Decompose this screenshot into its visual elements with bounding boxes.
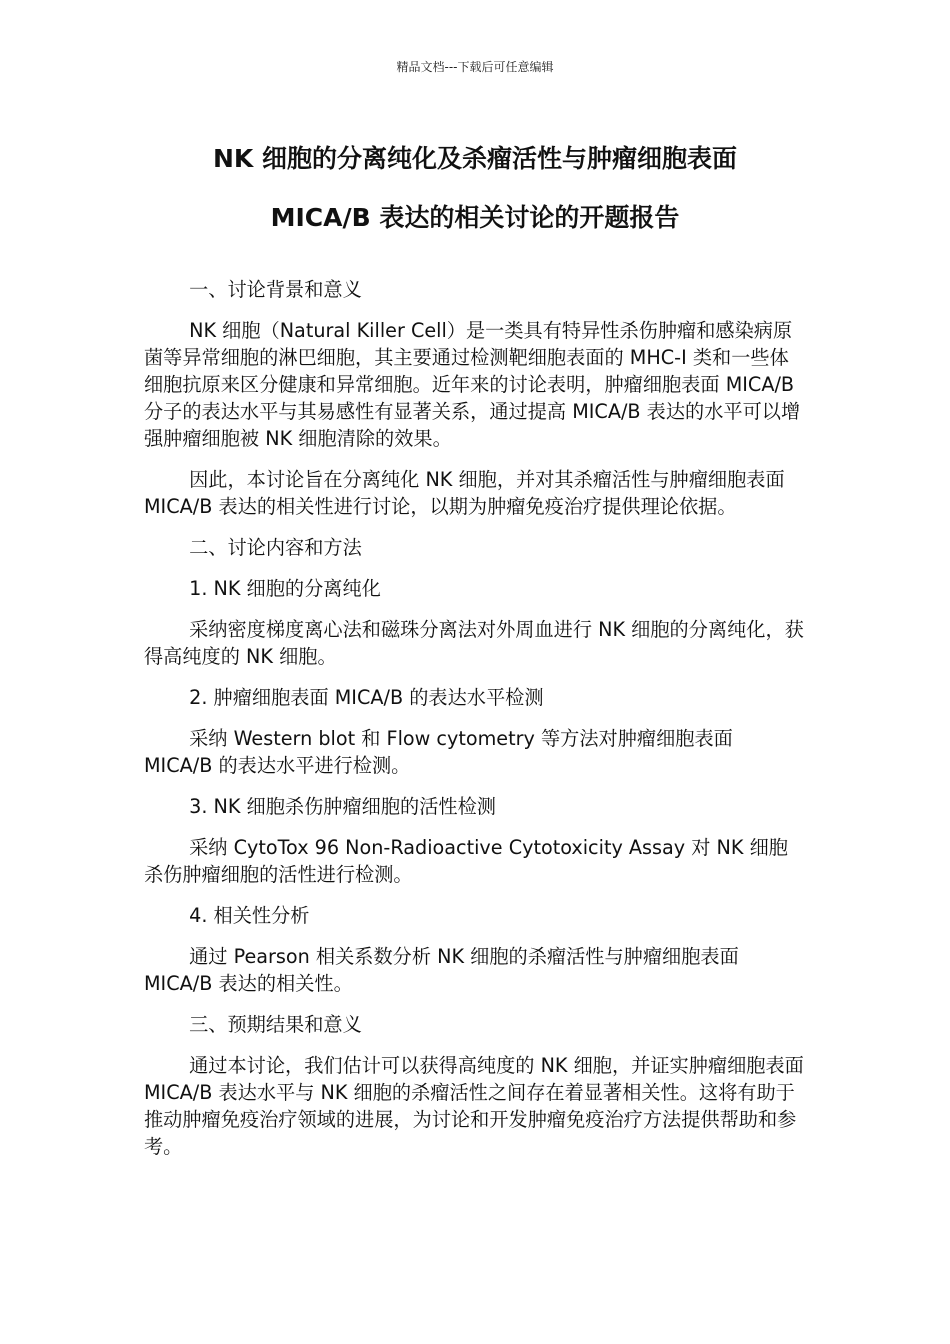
method-item-1-text: 采纳密度梯度离心法和磁珠分离法对外周血进行 NK 细胞的分离纯化，获得高纯度的 NK 细胞。 <box>144 618 804 668</box>
method-item-2-text: 采纳 Western blot 和 Flow cytometry 等方法对肿瘤细胞表面 MICA/B 的表达水平进行检测。 <box>144 727 733 777</box>
section-heading-methods: 二、讨论内容和方法 <box>189 536 362 559</box>
method-item-2-title: 2. 肿瘤细胞表面 MICA/B 的表达水平检测 <box>189 686 544 709</box>
paragraph-background-1: NK 细胞（Natural Killer Cell）是一类具有特异性杀伤肿瘤和感染病原菌等异常细胞的淋巴细胞，其主要通过检测靶细胞表面的 MHC-I 类和一些体细胞抗原来区分健康和异常细胞。近年来的讨论表明，肿瘤细胞表面 MICA/B 分子的表达水平与其易感性有显著关系，通过提高 MICA/B 表达的水平可以增强肿瘤细胞被 NK 细胞清除的效果。 <box>144 319 801 450</box>
document-title-line-1: NK 细胞的分离纯化及杀瘤活性与肿瘤细胞表面 <box>212 144 737 173</box>
paragraph-background-2: 因此，本讨论旨在分离纯化 NK 细胞，并对其杀瘤活性与肿瘤细胞表面 MICA/B 表达的相关性进行讨论，以期为肿瘤免疫治疗提供理论依据。 <box>144 468 785 518</box>
method-item-3-text: 采纳 CytoTox 96 Non-Radioactive Cytotoxicity Assay 对 NK 细胞杀伤肿瘤细胞的活性进行检测。 <box>144 836 788 886</box>
document-title-line-2: MICA/B 表达的相关讨论的开题报告 <box>270 203 680 232</box>
section-heading-expected: 三、预期结果和意义 <box>189 1013 362 1036</box>
paragraph-expected-1: 通过本讨论，我们估计可以获得高纯度的 NK 细胞，并证实肿瘤细胞表面 MICA/B 表达水平与 NK 细胞的杀瘤活性之间存在着显著相关性。这将有助于推动肿瘤免疫治疗领域的进展，为讨论和开发肿瘤免疫治疗方法提供帮助和参考。 <box>144 1054 804 1158</box>
method-item-4-title: 4. 相关性分析 <box>189 904 310 927</box>
method-item-3-title: 3. NK 细胞杀伤肿瘤细胞的活性检测 <box>189 795 496 818</box>
header-note: 精品文档---下载后可任意编辑 <box>396 60 554 74</box>
document-body <box>144 276 806 1174</box>
method-item-4-text: 通过 Pearson 相关系数分析 NK 细胞的杀瘤活性与肿瘤细胞表面 MICA/B 表达的相关性。 <box>144 945 739 995</box>
section-heading-background: 一、讨论背景和意义 <box>189 278 362 301</box>
method-item-1-title: 1. NK 细胞的分离纯化 <box>189 577 381 600</box>
